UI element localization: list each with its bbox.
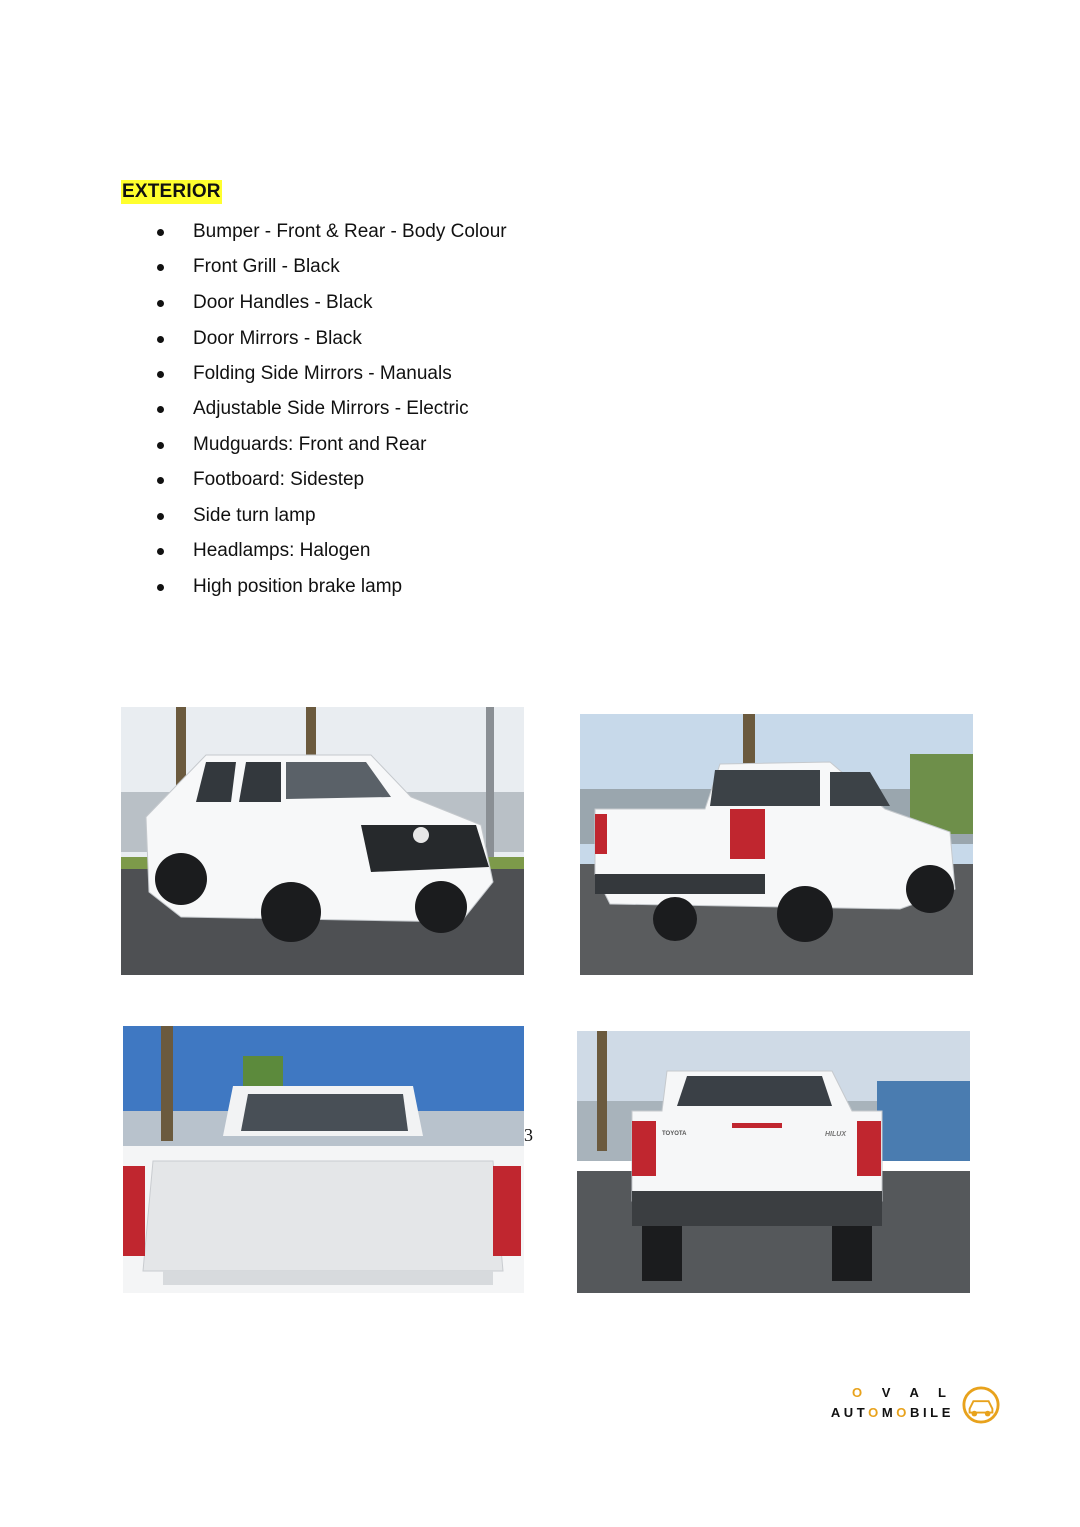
bullet-icon	[157, 548, 164, 555]
photo-front-three-quarter	[121, 707, 524, 975]
page-number: 3	[524, 1125, 533, 1145]
bullet-icon	[157, 300, 164, 307]
logo-line1: O V A L	[852, 1385, 954, 1400]
bullet-icon	[157, 264, 164, 271]
bullet-icon	[157, 229, 164, 236]
photo-cargo-bed	[123, 1026, 524, 1293]
bullet-icon	[157, 336, 164, 343]
photo-rear-view	[577, 1031, 970, 1293]
bullet-icon	[157, 406, 164, 413]
logo-line2: AUTOMOBILE	[830, 1405, 954, 1420]
bullet-icon	[157, 371, 164, 378]
bullet-icon	[157, 477, 164, 484]
section-heading: EXTERIOR	[122, 181, 221, 202]
tailgate-brand-text: TOYOTA	[662, 1131, 687, 1137]
car-badge-icon	[962, 1386, 1000, 1424]
bullet-icon	[157, 513, 164, 520]
photo-rear-three-quarter	[580, 714, 973, 975]
tailgate-model-text: HILUX	[825, 1131, 846, 1138]
company-logo	[832, 1385, 1004, 1427]
bullet-icon	[157, 442, 164, 449]
bullet-icon	[157, 584, 164, 591]
